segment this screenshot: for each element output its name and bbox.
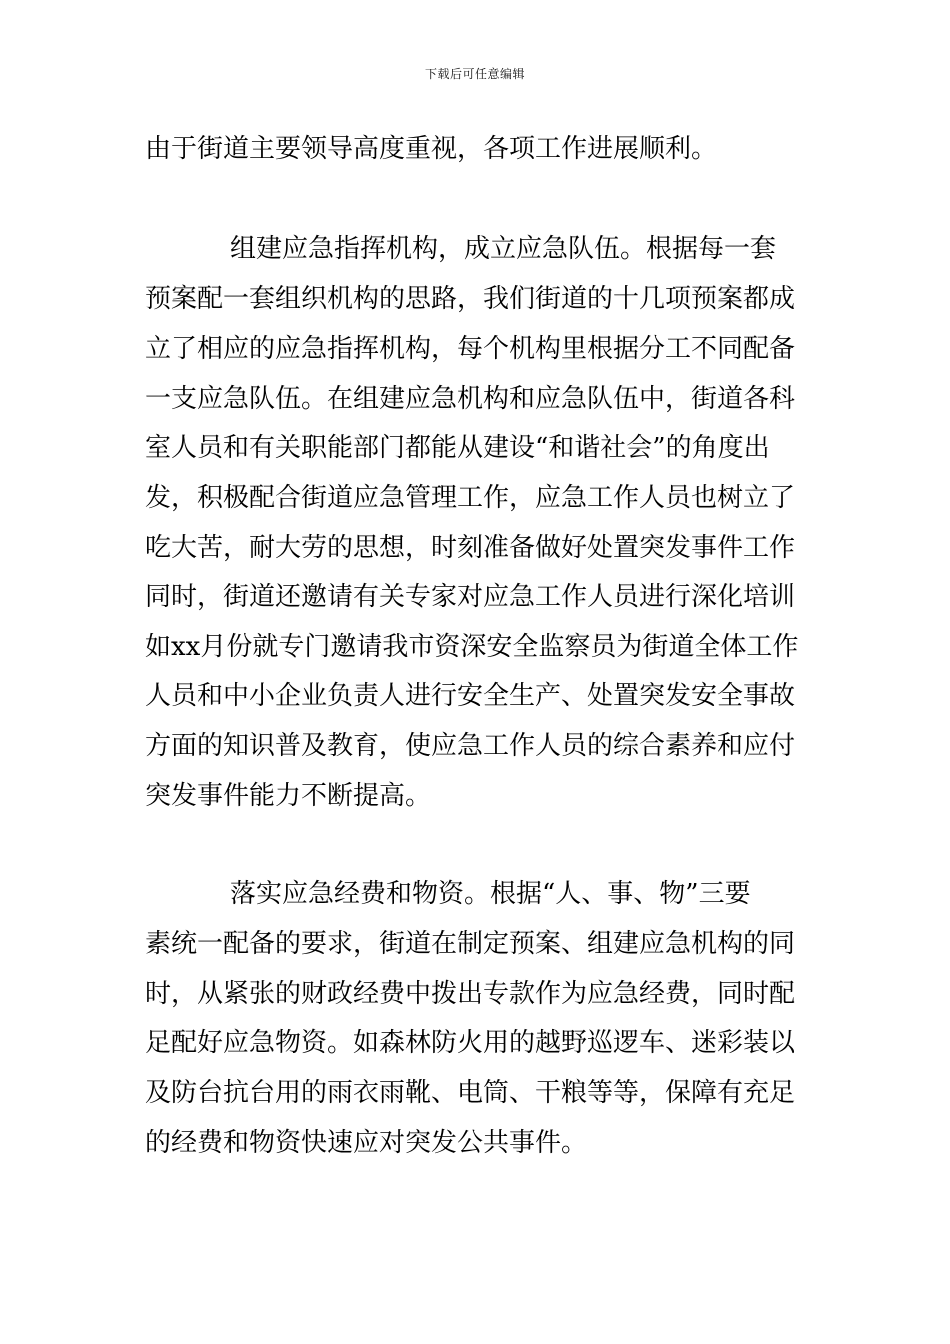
paragraph-2-line-12: 突发事件能力不断提高。	[145, 781, 432, 811]
paragraph-2-line-4: 一支应急队伍。在组建应急机构和应急队伍中，街道各科	[145, 384, 796, 414]
paragraph-3-line-3: 时，从紧张的财政经费中拨出专款作为应急经费，同时配	[145, 979, 796, 1009]
paragraph-2-line-11: 方面的知识普及教育，使应急工作人员的综合素养和应付	[145, 731, 796, 761]
paragraph-2-line-6: 发，积极配合街道应急管理工作，应急工作人员也树立了	[145, 483, 796, 513]
paragraph-1-line-1: 由于街道主要领导高度重视，各项工作进展顺利。	[145, 134, 718, 164]
paragraph-2-line-1: 组建应急指挥机构，成立应急队伍。根据每一套	[230, 234, 777, 264]
paragraph-3-line-2: 素统一配备的要求，街道在制定预案、组建应急机构的同	[145, 929, 796, 959]
paragraph-3-line-1: 落实应急经费和物资。根据“人、事、物”三要	[230, 879, 751, 909]
paragraph-2-line-10: 人员和中小企业负责人进行安全生产、处置突发安全事故	[145, 681, 796, 711]
header-note: 下载后可任意编辑	[424, 67, 525, 81]
paragraph-2-line-5: 室人员和有关职能部门都能从建设“和谐社会”的角度出	[145, 433, 770, 463]
paragraph-2-line-3: 立了相应的应急指挥机构，每个机构里根据分工不同配备	[145, 334, 796, 364]
paragraph-3-line-6: 的经费和物资快速应对突发公共事件。	[145, 1128, 588, 1158]
paragraph-2-line-8: 同时，街道还邀请有关专家对应急工作人员进行深化培训	[145, 582, 796, 612]
paragraph-2-line-9: 如xx月份就专门邀请我市资深安全监察员为街道全体工作	[145, 632, 799, 662]
paragraph-2-line-2: 预案配一套组织机构的思路，我们街道的十几项预案都成	[145, 284, 796, 314]
paragraph-2-line-7: 吃大苦，耐大劳的思想，时刻准备做好处置突发事件工作	[145, 533, 796, 563]
paragraph-3-line-4: 足配好应急物资。如森林防火用的越野巡逻车、迷彩装以	[145, 1028, 796, 1058]
paragraph-3-line-5: 及防台抗台用的雨衣雨靴、电筒、干粮等等，保障有充足	[145, 1078, 796, 1108]
